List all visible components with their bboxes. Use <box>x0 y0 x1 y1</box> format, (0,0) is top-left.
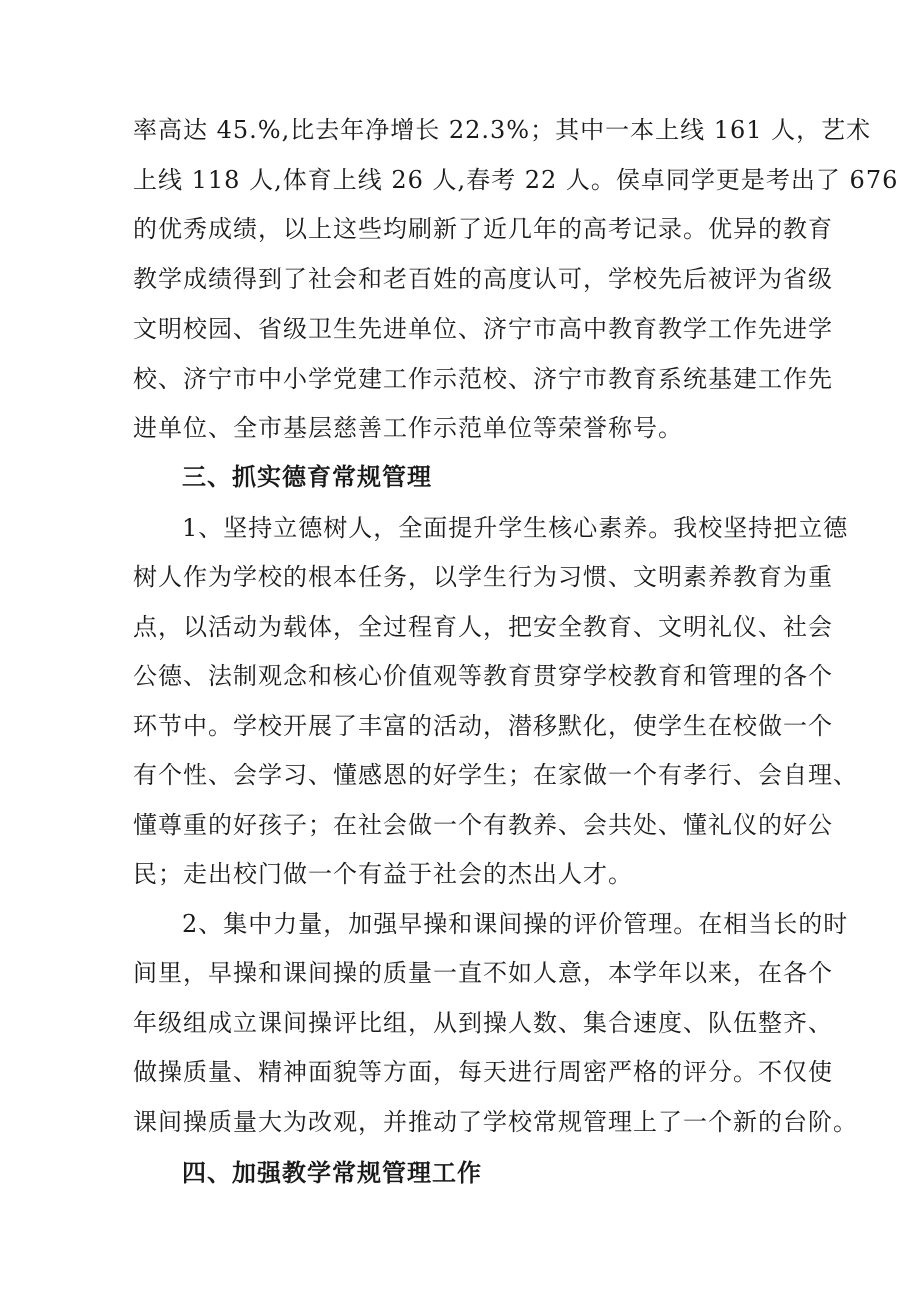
paragraph-line: 校、济宁市中小学党建工作示范校、济宁市教育系统基建工作先 <box>133 365 833 393</box>
paragraph-line: 年级组成立课间操评比组，从到操人数、集合速度、队伍整齐、 <box>133 1009 833 1037</box>
paragraph-line: 间里，早操和课间操的质量一直不如人意，本学年以来，在各个 <box>133 959 833 987</box>
section-heading: 四、加强教学常规管理工作 <box>182 1159 482 1187</box>
paragraph-line: 懂尊重的好孩子；在社会做一个有教养、会共处、懂礼仪的好公 <box>133 811 833 839</box>
paragraph-line: 1、坚持立德树人，全面提升学生核心素养。我校坚持把立德 <box>182 514 849 542</box>
paragraph-line: 点，以活动为载体，全过程育人，把安全教育、文明礼仪、社会 <box>133 613 833 641</box>
section-heading: 三、抓实德育常规管理 <box>182 463 432 491</box>
paragraph-line: 有个性、会学习、懂感恩的好学生；在家做一个有孝行、会自理、 <box>133 761 858 789</box>
paragraph-line: 上线 118 人,体育上线 26 人,春考 22 人。侯卓同学更是考出了 676 <box>133 166 899 194</box>
paragraph-line: 进单位、全市基层慈善工作示范单位等荣誉称号。 <box>133 414 683 442</box>
paragraph-line: 做操质量、精神面貌等方面，每天进行周密严格的评分。不仅使 <box>133 1058 833 1086</box>
paragraph-line: 课间操质量大为改观，并推动了学校常规管理上了一个新的台阶。 <box>133 1108 858 1136</box>
paragraph-line: 民；走出校门做一个有益于社会的杰出人才。 <box>133 860 633 888</box>
paragraph-line: 的优秀成绩，以上这些均刷新了近几年的高考记录。优异的教育 <box>133 215 833 243</box>
paragraph-line: 文明校园、省级卫生先进单位、济宁市高中教育教学工作先进学 <box>133 315 833 343</box>
paragraph-line: 率高达 45.%,比去年净增长 22.3%；其中一本上线 161 人，艺术 <box>133 116 872 144</box>
paragraph-line: 树人作为学校的根本任务，以学生行为习惯、文明素养教育为重 <box>133 563 833 591</box>
paragraph-line: 公德、法制观念和核心价值观等教育贯穿学校教育和管理的各个 <box>133 662 833 690</box>
paragraph-line: 环节中。学校开展了丰富的活动，潜移默化，使学生在校做一个 <box>133 712 833 740</box>
paragraph-line: 教学成绩得到了社会和老百姓的高度认可，学校先后被评为省级 <box>133 265 833 293</box>
paragraph-line: 2、集中力量，加强早操和课间操的评价管理。在相当长的时 <box>182 910 849 938</box>
